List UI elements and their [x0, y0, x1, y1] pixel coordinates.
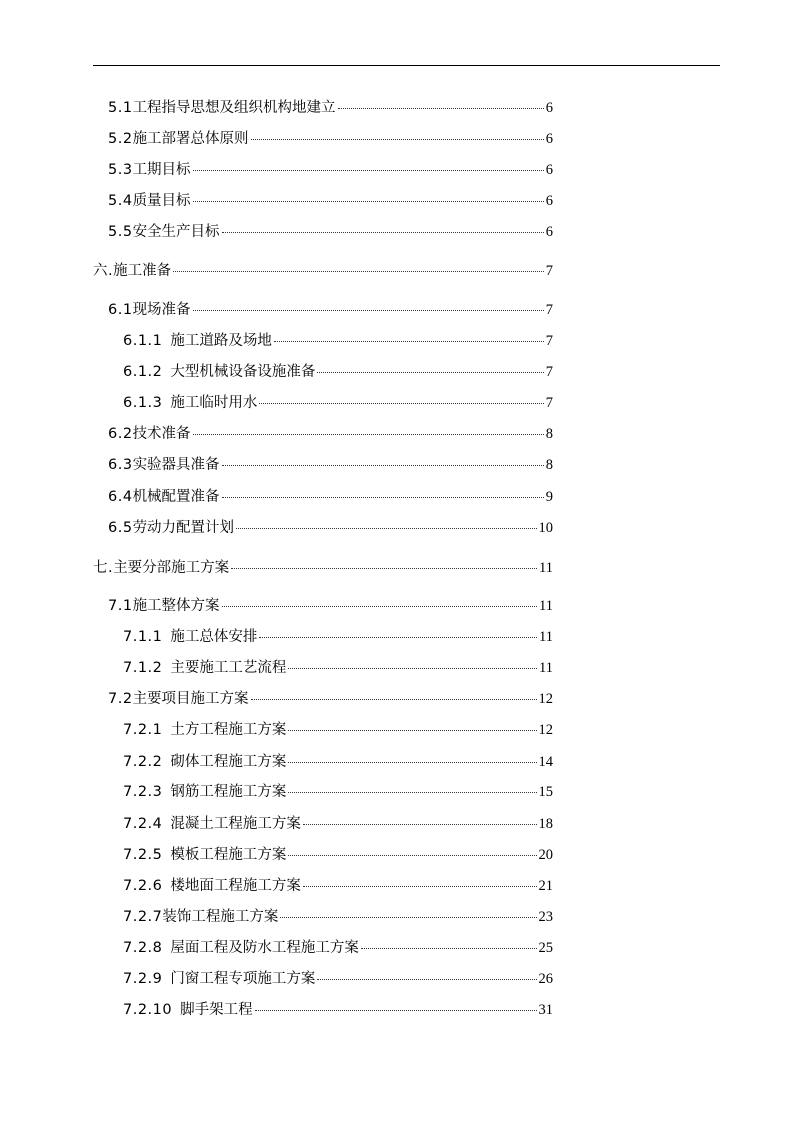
toc-entry-title: 机械配置准备 — [132, 489, 220, 505]
toc-entry-number: 5.3 — [108, 162, 133, 178]
toc-dot-leader — [288, 730, 536, 731]
toc-entry-number: 七. — [93, 560, 114, 576]
toc-entry-page-number: 11 — [539, 560, 553, 576]
toc-dot-leader — [193, 170, 544, 171]
toc-entry[interactable] — [123, 814, 553, 834]
toc-entry[interactable] — [108, 191, 553, 211]
toc-entry-title: 装饰工程施工方案 — [162, 909, 279, 925]
toc-entry[interactable] — [123, 969, 553, 989]
toc-entry-number: 6.1.1 — [123, 333, 163, 349]
toc-entry-number: 6.1 — [108, 302, 133, 318]
toc-entry-title: 主要项目施工方案 — [132, 691, 249, 707]
toc-entry[interactable] — [108, 222, 553, 242]
toc-dot-leader — [317, 979, 536, 980]
toc-entry-page-number: 6 — [545, 193, 553, 209]
toc-entry-number: 7.2.2 — [123, 754, 163, 770]
toc-entry-title: 土方工程施工方案 — [170, 722, 287, 738]
toc-entry-title: 实验器具准备 — [132, 457, 220, 473]
toc-entry[interactable] — [123, 752, 553, 772]
toc-entry-title: 施工部署总体原则 — [132, 131, 249, 147]
toc-entry-page-number: 6 — [545, 100, 553, 116]
toc-entry-page-number: 21 — [538, 878, 553, 894]
toc-entry-title: 门窗工程专项施工方案 — [170, 971, 316, 987]
toc-dot-leader — [193, 434, 544, 435]
toc-entry[interactable] — [108, 424, 553, 444]
toc-entry[interactable] — [123, 782, 553, 802]
toc-entry-number: 6.3 — [108, 457, 133, 473]
toc-dot-leader — [231, 568, 537, 569]
toc-entry-title: 工程指导思想及组织机构地建立 — [132, 100, 336, 116]
toc-entry-page-number: 14 — [538, 754, 553, 770]
toc-entry-number: 7.2.9 — [123, 971, 163, 987]
toc-dot-leader — [303, 824, 537, 825]
toc-dot-leader — [259, 403, 543, 404]
toc-entry-page-number: 7 — [545, 333, 553, 349]
toc-entry-title: 楼地面工程施工方案 — [170, 878, 301, 894]
toc-entry-number: 7.2.1 — [123, 722, 163, 738]
toc-entry-page-number: 6 — [545, 224, 553, 240]
toc-entry-number: 六. — [93, 263, 114, 279]
toc-entry-title: 主要施工工艺流程 — [170, 660, 287, 676]
toc-dot-leader — [236, 528, 536, 529]
toc-dot-leader — [317, 372, 543, 373]
toc-entry-title: 主要分部施工方案 — [113, 560, 230, 576]
toc-entry-page-number: 9 — [545, 489, 553, 505]
toc-entry-title: 施工准备 — [113, 263, 172, 279]
toc-entry-number: 6.2 — [108, 426, 133, 442]
toc-entry-page-number: 11 — [539, 629, 553, 645]
toc-entry-title: 安全生产目标 — [132, 224, 220, 240]
toc-entry[interactable] — [123, 1000, 553, 1020]
toc-entry[interactable] — [123, 362, 553, 382]
toc-entry-title: 模板工程施工方案 — [170, 847, 287, 863]
toc-entry-number: 7.1.2 — [123, 660, 163, 676]
toc-dot-leader — [222, 606, 537, 607]
toc-entry-title: 技术准备 — [132, 426, 191, 442]
toc-dot-leader — [255, 1010, 537, 1011]
toc-dot-leader — [288, 855, 536, 856]
toc-entry[interactable] — [108, 455, 553, 475]
toc-entry[interactable] — [123, 331, 553, 351]
toc-entry-number: 5.4 — [108, 193, 133, 209]
toc-entry[interactable] — [108, 98, 553, 118]
toc-entry[interactable] — [123, 393, 553, 413]
toc-entry-page-number: 10 — [538, 520, 553, 536]
toc-dot-leader — [222, 232, 544, 233]
toc-entry-number: 7.2.8 — [123, 940, 163, 956]
toc-entry-title: 钢筋工程施工方案 — [170, 784, 287, 800]
toc-entry-number: 7.2.5 — [123, 847, 163, 863]
toc-entry-page-number: 7 — [545, 302, 553, 318]
toc-entry-page-number: 23 — [538, 909, 553, 925]
toc-entry-page-number: 6 — [545, 131, 553, 147]
toc-dot-leader — [251, 139, 544, 140]
toc-dot-leader — [259, 637, 537, 638]
toc-entry-number: 5.2 — [108, 131, 133, 147]
toc-entry-title: 脚手架工程 — [180, 1002, 253, 1018]
toc-dot-leader — [361, 948, 537, 949]
toc-dot-leader — [173, 271, 544, 272]
toc-entry-title: 劳动力配置计划 — [132, 520, 235, 536]
toc-entry-number: 7.2.4 — [123, 816, 163, 832]
toc-dot-leader — [193, 201, 544, 202]
toc-entry-page-number: 8 — [545, 426, 553, 442]
toc-entry-number: 7.2.7 — [123, 909, 163, 925]
toc-entry[interactable] — [123, 845, 553, 865]
toc-entry-page-number: 25 — [538, 940, 553, 956]
toc-entry-number: 5.1 — [108, 100, 133, 116]
toc-entry-number: 7.2.3 — [123, 784, 163, 800]
toc-dot-leader — [288, 762, 536, 763]
toc-entry[interactable] — [123, 876, 553, 896]
toc-entry-title: 工期目标 — [132, 162, 191, 178]
toc-dot-leader — [303, 886, 537, 887]
toc-entry-number: 7.1.1 — [123, 629, 163, 645]
toc-entry-page-number: 12 — [538, 722, 553, 738]
toc-entry-number: 6.4 — [108, 489, 133, 505]
toc-entry[interactable] — [93, 558, 553, 578]
toc-entry-page-number: 7 — [545, 364, 553, 380]
toc-entry-page-number: 11 — [539, 598, 553, 614]
toc-dot-leader — [222, 465, 544, 466]
toc-entry-page-number: 15 — [538, 784, 553, 800]
toc-entry[interactable] — [108, 160, 553, 180]
toc-entry[interactable] — [108, 596, 553, 616]
toc-entry-title: 现场准备 — [132, 302, 191, 318]
toc-entry[interactable] — [123, 938, 553, 958]
toc-entry[interactable] — [108, 487, 553, 507]
toc-entry-number: 6.5 — [108, 520, 133, 536]
toc-entry[interactable] — [93, 261, 553, 281]
toc-entry-number: 7.1 — [108, 598, 133, 614]
toc-entry-title: 质量目标 — [132, 193, 191, 209]
toc-entry-title: 施工临时用水 — [170, 395, 258, 411]
toc-dot-leader — [222, 497, 544, 498]
toc-entry[interactable] — [108, 518, 553, 538]
toc-entry[interactable] — [108, 689, 553, 709]
toc-entry-page-number: 8 — [545, 457, 553, 473]
toc-entry-title: 屋面工程及防水工程施工方案 — [170, 940, 359, 956]
toc-entry[interactable] — [123, 720, 553, 740]
toc-dot-leader — [193, 310, 544, 311]
toc-entry-title: 施工道路及场地 — [170, 333, 272, 349]
toc-entry-title: 砌体工程施工方案 — [170, 754, 287, 770]
toc-entry[interactable] — [108, 129, 553, 149]
toc-dot-leader — [288, 668, 537, 669]
toc-entry-page-number: 7 — [545, 263, 553, 279]
toc-entry-page-number: 18 — [538, 816, 553, 832]
toc-entry-number: 7.2.10 — [123, 1002, 173, 1018]
header-rule — [93, 65, 720, 66]
toc-dot-leader — [251, 699, 537, 700]
toc-dot-leader — [288, 792, 536, 793]
toc-entry-page-number: 6 — [545, 162, 553, 178]
toc-entry-number: 6.1.2 — [123, 364, 163, 380]
toc-entry-page-number: 26 — [538, 971, 553, 987]
toc-dot-leader — [274, 341, 544, 342]
toc-entry-number: 7.2 — [108, 691, 133, 707]
toc-entry-number: 5.5 — [108, 224, 133, 240]
toc-entry[interactable] — [123, 658, 553, 678]
toc-entry[interactable] — [123, 627, 553, 647]
toc-entry-page-number: 12 — [538, 691, 553, 707]
toc-entry[interactable] — [123, 907, 553, 927]
toc-entry-title: 大型机械设备设施准备 — [170, 364, 316, 380]
toc-dot-leader — [338, 108, 544, 109]
toc-entry-page-number: 20 — [538, 847, 553, 863]
toc-entry-page-number: 7 — [545, 395, 553, 411]
toc-entry-number: 6.1.3 — [123, 395, 163, 411]
toc-entry-title: 施工总体安排 — [170, 629, 258, 645]
toc-entry-number: 7.2.6 — [123, 878, 163, 894]
toc-entry-title: 施工整体方案 — [132, 598, 220, 614]
toc-entry[interactable] — [108, 300, 553, 320]
toc-dot-leader — [280, 917, 536, 918]
toc-entry-page-number: 11 — [539, 660, 553, 676]
toc-entry-title: 混凝土工程施工方案 — [170, 816, 301, 832]
toc-entry-page-number: 31 — [538, 1002, 553, 1018]
